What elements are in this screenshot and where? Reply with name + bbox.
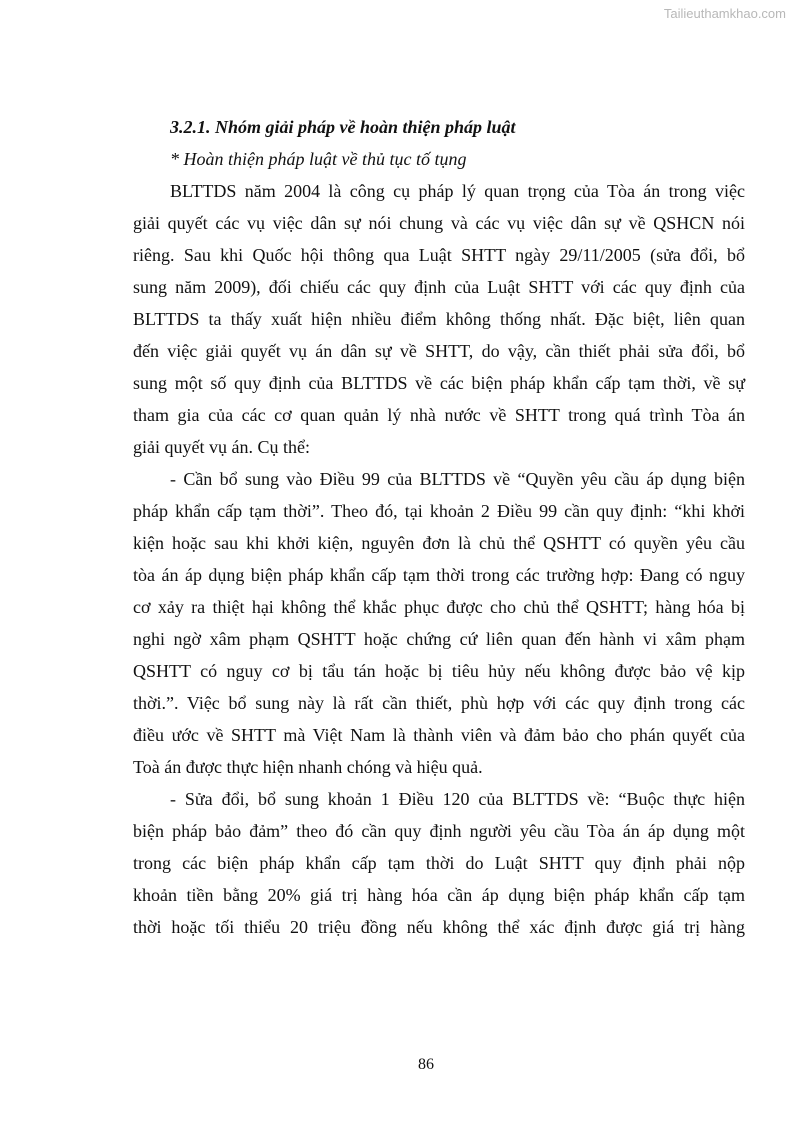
text-line: riêng. Sau khi Quốc hội thông qua Luật SHTT ngày 29/11/2005 (sửa đổi, bổ	[133, 245, 745, 265]
text-line: pháp khẩn cấp tạm thời”. Theo đó, tại khoản 2 Điều 99 cần quy định: “khi khởi	[133, 501, 745, 521]
text-line: BLTTDS năm 2004 là công cụ pháp lý quan trọng của Tòa án trong việc	[170, 181, 745, 201]
text-line: khoản tiền bằng 20% giá trị hàng hóa cần áp dụng biện pháp khẩn cấp tạm	[133, 885, 745, 905]
text-line: BLTTDS ta thấy xuất hiện nhiều điểm không thống nhất. Đặc biệt, liên quan	[133, 309, 745, 329]
section-heading: 3.2.1. Nhóm giải pháp về hoàn thiện pháp luật	[170, 117, 516, 137]
text-line: - Cần bổ sung vào Điều 99 của BLTTDS về “Quyền yêu cầu áp dụng biện	[170, 469, 745, 489]
text-line: QSHTT có nguy cơ bị tẩu tán hoặc bị tiêu hủy nếu không được bảo vệ kịp	[133, 661, 745, 681]
page-number: 86	[418, 1056, 434, 1073]
paragraph	[133, 463, 745, 783]
document-body	[133, 111, 745, 943]
paragraphs	[133, 175, 745, 943]
paragraph	[133, 783, 745, 943]
paragraph	[133, 175, 745, 463]
text-line: giải quyết vụ án. Cụ thể:	[133, 437, 310, 457]
text-line: Toà án được thực hiện nhanh chóng và hiệu quả.	[133, 757, 483, 777]
text-line: thời.”. Việc bổ sung này là rất cần thiết, phù hợp với các quy định trong các	[133, 693, 745, 713]
text-line: trong các biện pháp khẩn cấp tạm thời do Luật SHTT quy định phải nộp	[133, 853, 745, 873]
text-line: cơ xảy ra thiệt hại không thể khắc phục được cho chủ thể QSHTT; hàng hóa bị	[133, 597, 745, 617]
text-line: tham gia của các cơ quan quản lý nhà nước về SHTT trong quá trình Tòa án	[133, 405, 745, 425]
watermark: Tailieuthamkhao.com	[663, 6, 786, 21]
text-line: giải quyết các vụ việc dân sự nói chung và các vụ việc dân sự về QSHCN nói	[133, 213, 745, 233]
text-line: tòa án áp dụng biện pháp khẩn cấp tạm thời trong các trường hợp: Đang có nguy	[133, 565, 745, 585]
text-line: sung năm 2009), đối chiếu các quy định của Luật SHTT với các quy định của	[133, 277, 745, 297]
subheading: * Hoàn thiện pháp luật về thủ tục tố tụng	[170, 149, 467, 169]
text-line: đến việc giải quyết vụ án dân sự về SHTT, do vậy, cần thiết phải sửa đổi, bổ	[133, 341, 745, 361]
text-line: biện pháp bảo đảm” theo đó cần quy định người yêu cầu Tòa án áp dụng một	[133, 821, 745, 841]
text-line: - Sửa đổi, bổ sung khoản 1 Điều 120 của BLTTDS về: “Buộc thực hiện	[170, 789, 745, 809]
text-line: kiện hoặc sau khi khởi kiện, nguyên đơn là chủ thể QSHTT có quyền yêu cầu	[133, 533, 745, 553]
text-line: sung một số quy định của BLTTDS về các biện pháp khẩn cấp tạm thời, về sự	[133, 373, 745, 393]
text-line: thời hoặc tối thiểu 20 triệu đồng nếu không thể xác định được giá trị hàng	[133, 917, 745, 937]
text-line: nghi ngờ xâm phạm QSHTT hoặc chứng cứ liên quan đến hành vi xâm phạm	[133, 629, 745, 649]
text-line: điều ước về SHTT mà Việt Nam là thành viên và đảm bảo cho phán quyết của	[133, 725, 745, 745]
